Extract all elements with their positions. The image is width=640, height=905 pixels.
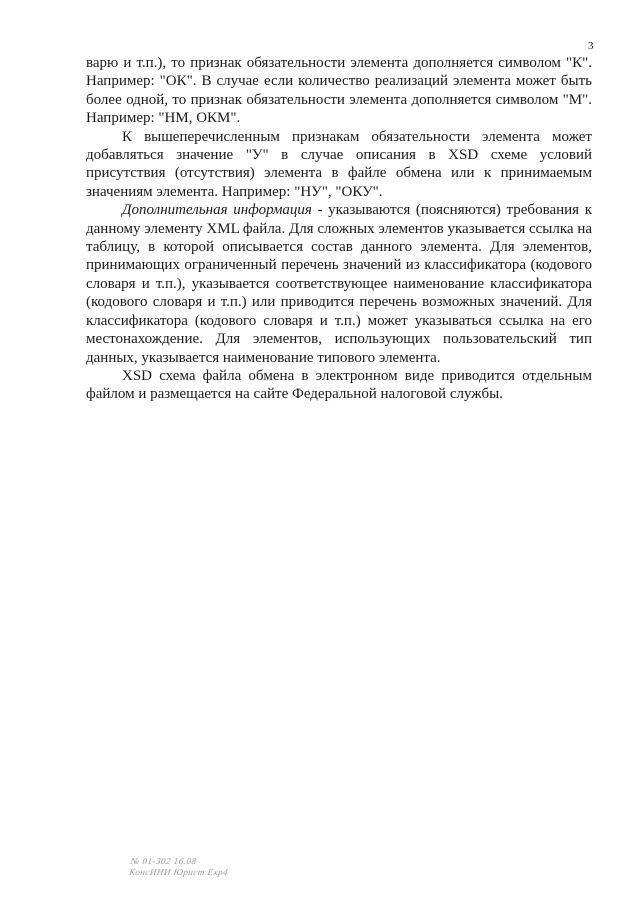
paragraph-3-text: - указываются (поясняются) требования к данному элементу XML файла. Для сложных элементов указывается ссылка на таблицу, в которой описывается состав данного элемента. Для элементов, принимающих ограниченный перечень значений из классификатора (кодового словаря и т.п.), указывается соответствующее наименование классификатора (кодового словаря и т.п.) или приводится перечень возможных значений. Для классификатора (кодового словаря и т.п.) может указываться ссылка на его местонахождение. Для элементов, использующих пользовательский тип данных, указывается наименование типового элемента. xyxy=(86,202,593,366)
page-number: 3 xyxy=(588,40,594,52)
paragraph-2: К вышеперечисленным признакам обязательности элемента может добавляться значение "У" в случае описания в XSD схеме условий присутствия (отсутствия) элемента в файле обмена или к принимаемым значениям элемента. Например: "НУ", "ОКУ". xyxy=(86,128,592,200)
paragraph-4: XSD схема файла обмена в электронном виде приводится отдельным файлом и размещается на сайте Федеральной налоговой службы. xyxy=(86,367,592,403)
term-additional-info: Дополнительная информация xyxy=(122,202,312,219)
document-body xyxy=(86,54,592,404)
document-stamp xyxy=(128,856,230,878)
paragraph-1: варю и т.п.), то признак обязательности элемента дополняется символом "К". Например: "ОК". В случае если количество реализаций элемента может быть более одной, то признак обязательности элемента дополняется символом "М". Например: "НМ, ОКМ". xyxy=(86,55,592,127)
stamp-line-1: № 01-302 16.08 xyxy=(130,856,198,866)
stamp-line-2: КонсИНИ Юрист Ехр4 xyxy=(128,867,229,877)
paragraph-3 xyxy=(86,201,592,367)
